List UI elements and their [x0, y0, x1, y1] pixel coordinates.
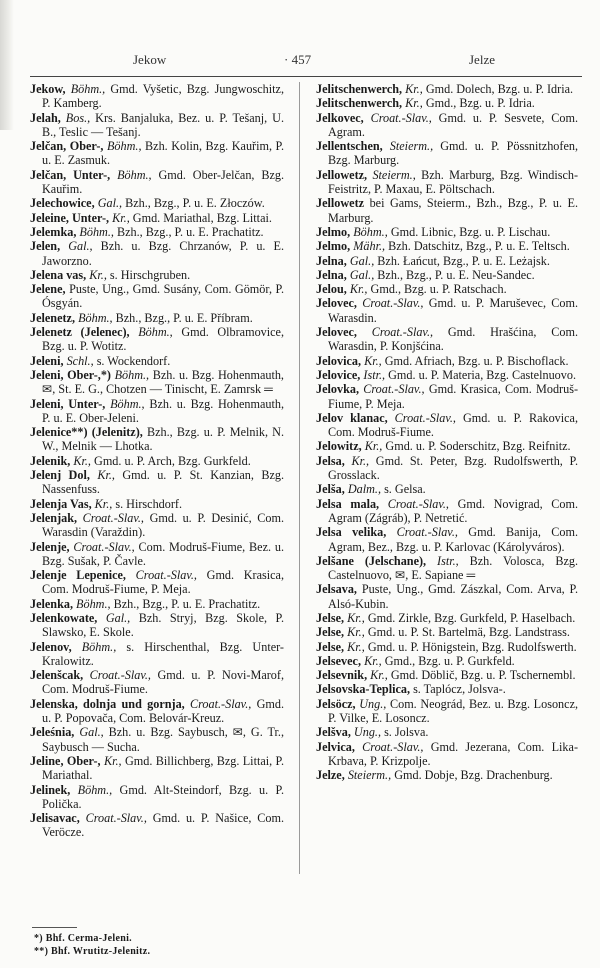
gazetteer-entry: [316, 611, 578, 625]
entry-headword: Jelna,: [316, 253, 347, 268]
entry-headword: Jelitschenwerch,: [316, 82, 403, 96]
entry-province: Böhm.,: [70, 82, 106, 96]
entry-details: s. Hirschgruben.: [109, 267, 191, 282]
gazetteer-entry: [316, 625, 578, 639]
entry-details: Bzh. Stryj, Bzg. Skole, P. Slawsko, E. Skole.: [42, 610, 285, 640]
entry-details: Gmd. u. P. Arch, Bzg. Gurkfeld.: [94, 453, 251, 468]
entry-province: Croat.-Slav.,: [362, 296, 424, 311]
entry-details: Gmd. Vyšetic, Bzg. Jungwoschitz, P. Kamberg.: [42, 82, 284, 111]
gazetteer-entry: [30, 540, 284, 569]
entry-headword: Jeleine, Unter-,: [30, 210, 110, 225]
entry-details: Bzh. u. Bzg. Saybusch, ✉, G. Tr., Saybusch — Sucha.: [42, 725, 284, 754]
header-rule: [30, 76, 582, 77]
entry-details: Gmd. Ober-Jelčan, Bzg. Kauřim.: [42, 167, 285, 197]
gazetteer-entry: [30, 425, 284, 454]
gazetteer-entry: [316, 697, 578, 726]
gazetteer-entry: [30, 225, 284, 239]
entry-details: Bzh., Bzg., P. u. E. Prachatitz.: [113, 596, 261, 611]
entry-province: Croat.-Slav.,: [396, 525, 458, 540]
entry-details: Bzh. u. Bzg. Hohenmauth, P. u. E. Ober-Jeleni.: [42, 396, 285, 425]
entry-headword: Jelowitz,: [316, 439, 362, 454]
gazetteer-entry: [316, 582, 578, 611]
footnote-2: **) Bhf. Wrutitz-Jelenitz.: [34, 946, 151, 957]
entry-headword: Jelčan, Ober-,: [30, 139, 104, 154]
gazetteer-entry: [316, 282, 578, 296]
entry-headword: Jelsava,: [316, 582, 357, 597]
gazetteer-entry: [30, 325, 284, 354]
entry-province: Kr.,: [347, 625, 365, 640]
entry-province: Kr.,: [73, 453, 91, 468]
entry-details: Com. Modruš-Fiume, Bez. u. Bzg. Sušak, P. Čavle.: [42, 539, 284, 568]
entry-details: Bzh., Bzg. u. P. Melnik, N. W., Melnik — Lhotka.: [42, 425, 285, 454]
gazetteer-entry: [30, 82, 284, 111]
entry-headword: Jellowetz,: [316, 167, 368, 182]
gazetteer-entry: [30, 239, 284, 268]
entry-headword: Jelovec,: [316, 296, 357, 311]
entry-details: Bzh. u. Bzg. Hohenmauth, ✉, St. E. G., Chotzen — Tinischt, E. Zamrsk ═: [42, 367, 284, 397]
gazetteer-entry: [30, 468, 284, 497]
entry-headword: Jelša,: [316, 482, 345, 497]
entry-province: Böhm.,: [76, 596, 111, 611]
left-catchword: Jekow: [133, 52, 167, 67]
entry-province: Schl.,: [66, 353, 94, 368]
entry-province: Kr.,: [364, 353, 382, 368]
entry-province: Böhm.,: [77, 782, 113, 797]
entry-headword: Jelze,: [316, 768, 345, 783]
entry-headword: Jeline, Ober-,: [30, 753, 101, 768]
gazetteer-entry: [316, 668, 578, 682]
entry-province: Croat.-Slav.,: [394, 410, 456, 425]
entry-headword: Jelenja Vas,: [30, 496, 92, 511]
entry-headword: Jelenkowate,: [30, 610, 98, 625]
gazetteer-entry: [316, 296, 578, 325]
entry-details: Gmd. u. P. Materia, Bzg. Castelnuovo.: [388, 367, 576, 382]
page-number-value: 457: [291, 52, 312, 67]
entry-province: Kr.,: [364, 653, 382, 668]
entry-province: Kr.,: [97, 468, 115, 483]
entry-province: Steierm.,: [372, 167, 416, 182]
gazetteer-entry: [316, 254, 578, 268]
entry-headword: Jelse,: [316, 639, 345, 654]
entry-details: Gmd. Billichberg, Bzg. Littai, P. Mariathal.: [42, 753, 285, 783]
right-catchword: Jelze: [469, 52, 495, 67]
gazetteer-entry: [30, 597, 284, 611]
entry-headword: Jelna,: [316, 267, 347, 282]
entry-details: Gmd. u. P. Soderschitz, Bzg. Reifnitz.: [385, 439, 571, 454]
entry-headword: Jeleni, Unter-,: [30, 396, 106, 411]
entry-province: Böhm.,: [353, 224, 388, 239]
entry-headword: Jelsöcz,: [316, 696, 356, 711]
gazetteer-entry: [316, 225, 578, 239]
entry-province: Böhm.,: [79, 224, 114, 239]
entry-province: Steierm.,: [347, 768, 392, 783]
entry-details: Gmd. u. P. Maruševec, Com. Warasdin.: [328, 296, 579, 325]
gazetteer-entry: [30, 268, 284, 282]
entry-details: Bzh. Łańcut, Bzg., P. u. E. Leżajsk.: [377, 253, 550, 268]
entry-headword: Jeleni, Ober-,*): [30, 367, 111, 382]
entry-headword: Jelsa mala,: [316, 496, 380, 511]
entry-details: s. Hirschdorf.: [115, 496, 183, 511]
entry-headword: Jelemka,: [30, 224, 77, 239]
entry-province: Istr.,: [363, 367, 386, 382]
entry-details: Bzh., Bzg., P. u. E. Příbram.: [115, 310, 253, 325]
entry-province: Böhm.,: [138, 325, 173, 340]
entry-details: Bzh. u. Bzg. Chrzanów, P. u. E. Jaworzno.: [42, 239, 285, 268]
entry-province: Croat.-Slav.,: [89, 668, 151, 683]
footnote-rule: [32, 927, 77, 928]
gazetteer-entry: [316, 139, 578, 168]
entry-headword: Jelse,: [316, 610, 345, 625]
page-number: · 457: [284, 52, 312, 67]
entry-province: Kr.,: [349, 282, 368, 297]
entry-details: Gmd. Krasica, Com. Modruš-Fiume, P. Meja.: [42, 568, 285, 597]
gazetteer-entry: [30, 783, 284, 812]
gazetteer-entry: [316, 454, 578, 483]
entry-province: Croat.-Slav.,: [370, 110, 432, 125]
entry-details: Krs. Banjaluka, Bez. u. P. Tešanj, U. B., Teslic — Tešanj.: [42, 110, 285, 139]
entry-headword: Jellowetz: [316, 196, 365, 211]
entry-headword: Jelvica,: [316, 739, 355, 754]
gazetteer-entry: [316, 368, 578, 382]
entry-details: Gmd. Jezerana, Com. Lika-Krbava, P. Krizpolje.: [328, 739, 578, 768]
entry-province: Gal.,: [68, 239, 93, 254]
gazetteer-entry: [30, 311, 284, 325]
entry-details: Gmd. u. P. St. Kanzian, Bzg. Nassenfuss.: [42, 468, 285, 497]
entry-details: Gmd. Novigrad, Com. Agram (Zágráb), P. Netretić.: [328, 496, 578, 525]
entry-province: Kr.,: [405, 96, 423, 111]
right-column: [316, 82, 578, 783]
gazetteer-entry: [30, 397, 284, 426]
entry-province: Croat.-Slav.,: [363, 382, 425, 397]
entry-headword: Jelenje,: [30, 539, 70, 554]
entry-province: Croat.-Slav.,: [190, 696, 252, 711]
gazetteer-entry: [316, 682, 578, 696]
entry-headword: Jelšane (Jelschane),: [316, 553, 427, 568]
entry-details: Gmd. Banija, Com. Agram, Bez., Bzg. u. P. Karlovac (Károlyváros).: [328, 525, 579, 554]
entry-headword: Jelčan, Unter-,: [30, 167, 111, 182]
entry-details: Gmd. u. P. Hönigstein, Bzg. Rudolfswerth.: [367, 639, 577, 654]
entry-headword: Jelšva,: [316, 725, 351, 740]
entry-headword: Jelena vas,: [30, 267, 87, 282]
entry-details: Puste, Ung., Gmd. Susány, Com. Gömör, P. Ósgyán.: [42, 282, 284, 311]
entry-details: Gmd. Olbramovice, Bzg. u. P. Wotitz.: [42, 325, 285, 354]
entry-details: Gmd. u. P. Pössnitzhofen, Bzg. Marburg.: [328, 139, 579, 168]
entry-headword: Jelsa,: [316, 453, 345, 468]
entry-headword: Jelenska, dolnja und gornja,: [30, 696, 185, 711]
entry-headword: Jekow,: [30, 82, 66, 96]
entry-details: Gmd. u. P. Sesvete, Com. Agram.: [328, 110, 579, 139]
entry-province: Böhm.,: [117, 167, 152, 182]
entry-details: Gmd. Krasica, Com. Modruš-Fiume, P. Meja.: [328, 382, 579, 411]
entry-details: Gmd. u. P. Popovača, Com. Belovár-Kreuz.: [42, 696, 285, 726]
entry-headword: Jelsovska-Teplica,: [316, 682, 411, 697]
entry-details: Gmd. Dolech, Bzg. u. P. Idria.: [425, 82, 574, 96]
entry-details: Gmd., Bzg. u. P. Gurkfeld.: [384, 653, 515, 668]
entry-province: Bos.,: [65, 110, 91, 125]
entry-details: Gmd. St. Peter, Bzg. Rudolfswerth, P. Grosslack.: [328, 453, 578, 483]
entry-province: Böhm.,: [114, 367, 150, 382]
entry-headword: Jelovice,: [316, 367, 361, 382]
entry-details: Puste, Ung., Gmd. Zászkal, Com. Arva, P. Alsó-Kubin.: [328, 582, 578, 611]
entry-province: Kr.,: [94, 496, 113, 511]
gazetteer-entry: [316, 768, 578, 782]
entry-headword: Jelah,: [30, 110, 61, 125]
entry-details: s. Wockendorf.: [96, 353, 171, 368]
column-divider: [299, 82, 300, 874]
entry-details: Bzh. Kolin, Bzg. Kauřim, P. u. E. Zasmuk.: [42, 139, 284, 168]
footnotes: [34, 932, 150, 958]
entry-headword: Jelenov,: [30, 639, 72, 654]
entry-headword: Jelov klanac,: [316, 410, 388, 425]
left-column: [30, 82, 284, 840]
gazetteer-entry: [30, 640, 284, 669]
entry-headword: Jelsa velika,: [316, 525, 387, 540]
gazetteer-entry: [30, 454, 284, 468]
entry-headword: Jelsevnik,: [316, 668, 368, 683]
gazetteer-entry: [30, 497, 284, 511]
gazetteer-entry: [30, 168, 284, 197]
entry-province: Gal.,: [349, 267, 375, 282]
entry-province: Croat.-Slav.,: [135, 568, 197, 583]
entry-headword: Jelinek,: [30, 782, 71, 797]
gazetteer-entry: [30, 211, 284, 225]
gazetteer-entry: [30, 139, 284, 168]
entry-headword: Jeleśnia,: [30, 725, 75, 740]
entry-province: Croat.-Slav.,: [85, 811, 147, 826]
entry-province: Ung.,: [359, 696, 387, 711]
entry-details: Gmd. Libnic, Bzg. u. P. Lischau.: [390, 224, 551, 239]
gazetteer-entry: [30, 354, 284, 368]
page-edge-shadow: [0, 0, 14, 130]
gazetteer-entry: [316, 239, 578, 253]
entry-headword: Jelene,: [30, 282, 66, 297]
entry-province: Dalm.,: [347, 482, 382, 497]
gazetteer-entry: [316, 497, 578, 526]
gazetteer-entry: [316, 268, 578, 282]
gazetteer-entry: [30, 668, 284, 697]
gazetteer-entry: [30, 811, 284, 840]
gazetteer-entry: [30, 282, 284, 311]
entry-headword: Jelovka,: [316, 382, 359, 397]
entry-details: Gmd. u. P. Našice, Com. Veröcze.: [42, 811, 284, 840]
entry-headword: Jelovec,: [316, 325, 357, 340]
entry-details: Gmd. Alt-Steindorf, Bzg. u. P. Polička.: [42, 782, 285, 811]
entry-province: Gal.,: [349, 253, 375, 268]
entry-details: Bzh. Volosca, Bzg. Castelnuovo, ✉, E. Sapiane ═: [328, 553, 578, 583]
entry-headword: Jelenj Dol,: [30, 468, 90, 483]
entry-province: Böhm.,: [81, 639, 117, 654]
running-header: [30, 52, 582, 70]
entry-details: s. Jolsva.: [384, 725, 429, 740]
entry-province: Istr.,: [437, 553, 459, 568]
entry-province: Croat.-Slav.,: [387, 496, 449, 511]
entry-province: Böhm.,: [106, 139, 142, 154]
entry-province: Kr.,: [347, 639, 365, 654]
gazetteer-entry: [316, 740, 578, 769]
entry-details: s. Hirschenthal, Bzg. Unter-Kralowitz.: [42, 639, 284, 668]
entry-province: Kr.,: [112, 210, 130, 225]
entry-details: Gmd. Hrašćina, Com. Warasdin, P. Konjšćina.: [328, 325, 579, 354]
entry-details: Gmd. Mariathal, Bzg. Littai.: [132, 210, 272, 225]
gazetteer-entry: [316, 325, 578, 354]
entry-details: Bzh., Bzg., P. u. E. Neu-Sandec.: [377, 267, 535, 282]
gazetteer-entry: [316, 111, 578, 140]
gazetteer-entry: [316, 82, 578, 96]
gazetteer-entry: [316, 640, 578, 654]
entry-province: Kr.,: [364, 439, 383, 454]
entry-province: Ung.,: [353, 725, 382, 740]
entry-details: Gmd. Afriach, Bzg. u. P. Bischoflack.: [384, 353, 569, 368]
entry-province: Mähr.,: [353, 239, 386, 254]
entry-headword: Jelenetz,: [30, 310, 76, 325]
entry-province: Croat.-Slav.,: [362, 739, 424, 754]
entry-province: Kr.,: [103, 753, 122, 768]
entry-headword: Jelen,: [30, 239, 61, 254]
gazetteer-entry: [30, 725, 284, 754]
gazetteer-entry: [30, 511, 284, 540]
entry-province: Böhm.,: [110, 396, 145, 411]
entry-headword: Jelenšcak,: [30, 668, 84, 683]
entry-headword: Jelou,: [316, 282, 347, 297]
entry-province: Kr.,: [89, 267, 107, 282]
gazetteer-entry: [316, 411, 578, 440]
gazetteer-entry: [316, 354, 578, 368]
entry-headword: Jelitschenwerch,: [316, 96, 403, 111]
entry-headword: Jellentschen,: [316, 139, 383, 154]
entry-headword: Jelmo,: [316, 224, 351, 239]
entry-headword: Jelenik,: [30, 453, 71, 468]
entry-headword: Jelse,: [316, 625, 345, 640]
gazetteer-entry: [30, 196, 284, 210]
entry-details: Bzh. Marburg, Bzg. Windisch-Feistritz, P. Maxau, E. Pöltschach.: [328, 167, 579, 197]
entry-headword: Jelenje Lepenice,: [30, 568, 126, 583]
entry-headword: Jelkovec,: [316, 110, 364, 125]
entry-headword: Jelenjak,: [30, 510, 78, 525]
entry-details: Bzh., Bzg., P. u. E. Złoczów.: [125, 196, 265, 211]
entry-details: Gmd., Bzg. u. P. Idria.: [425, 96, 535, 111]
entry-province: Croat.-Slav.,: [371, 325, 434, 340]
entry-details: Com. Neográd, Bez. u. Bzg. Losoncz, P. Vilke, E. Losoncz.: [328, 696, 579, 726]
entry-province: Kr.,: [351, 453, 370, 468]
gazetteer-entry: [30, 111, 284, 140]
entry-headword: Jelmo,: [316, 239, 351, 254]
entry-province: Steierm.,: [389, 139, 434, 154]
entry-headword: Jelenice**) (Jelenitz),: [30, 425, 143, 440]
entry-headword: Jelovica,: [316, 353, 362, 368]
footnote-1: *) Bhf. Cerma-Jeleni.: [34, 933, 132, 944]
entry-details: s. Gelsa.: [384, 482, 426, 497]
entry-details: Gmd., Bzg. u. P. Ratschach.: [370, 282, 507, 297]
entry-details: Gmd. u. P. St. Bartelmä, Bzg. Landstrass.: [367, 625, 570, 640]
gazetteer-entry: [316, 382, 578, 411]
entry-province: Gal.,: [105, 610, 131, 625]
gazetteer-entry: [316, 196, 578, 225]
entry-details: Bzh. Datschitz, Bzg., P. u. E. Teltsch.: [388, 239, 570, 254]
entry-details: s. Taplócz, Jolsva-.: [413, 682, 506, 697]
entry-details: Gmd. u. P. Novi-Marof, Com. Modruš-Fiume.: [42, 668, 284, 697]
entry-province: Kr.,: [405, 82, 423, 96]
gazetteer-entry: [316, 654, 578, 668]
entry-headword: Jelechowice,: [30, 196, 95, 211]
entry-province: Croat.-Slav.,: [82, 510, 144, 525]
entry-province: Böhm.,: [78, 310, 113, 325]
entry-province: Kr.,: [370, 668, 388, 683]
gazetteer-entry: [316, 482, 578, 496]
gazetteer-entry: [30, 754, 284, 783]
gazetteer-entry: [316, 725, 578, 739]
entry-province: Kr.,: [347, 610, 365, 625]
entry-details: Gmd. u. P. Desinić, Com. Warasdin (Varaždin).: [42, 510, 285, 540]
entry-details: bei Gams, Steierm., Bzh., Bzg., P. u. E. Marburg.: [328, 196, 578, 225]
entry-province: Croat.-Slav.,: [73, 539, 135, 554]
gazetteer-entry: [316, 168, 578, 197]
entry-details: Bzh., Bzg., P. u. E. Prachatitz.: [117, 224, 264, 239]
gazetteer-entry: [30, 368, 284, 397]
gazetteer-entry: [30, 568, 284, 597]
entry-details: Gmd. Zirkle, Bzg. Gurkfeld, P. Haselbach.: [367, 610, 576, 625]
entry-details: Gmd. u. P. Rakovica, Com. Modruš-Fiume.: [328, 410, 579, 440]
entry-headword: Jelsevec,: [316, 653, 362, 668]
gazetteer-entry: [316, 96, 578, 110]
entry-province: Gal.,: [97, 196, 123, 211]
gazetteer-entry: [30, 611, 284, 640]
entry-headword: Jelisavac,: [30, 811, 80, 826]
entry-headword: Jeleni,: [30, 353, 64, 368]
entry-details: Gmd. Döblič, Bzg. u. P. Tschernembl.: [390, 668, 576, 683]
gazetteer-entry: [316, 554, 578, 583]
gazetteer-entry: [30, 697, 284, 726]
entry-province: Gal.,: [79, 725, 104, 740]
entry-headword: Jelenka,: [30, 596, 73, 611]
gazetteer-entry: [316, 525, 578, 554]
entry-headword: Jelenetz (Jelenec),: [30, 325, 130, 340]
entry-details: Gmd. Dobje, Bzg. Drachenburg.: [394, 768, 553, 783]
gazetteer-entry: [316, 439, 578, 453]
